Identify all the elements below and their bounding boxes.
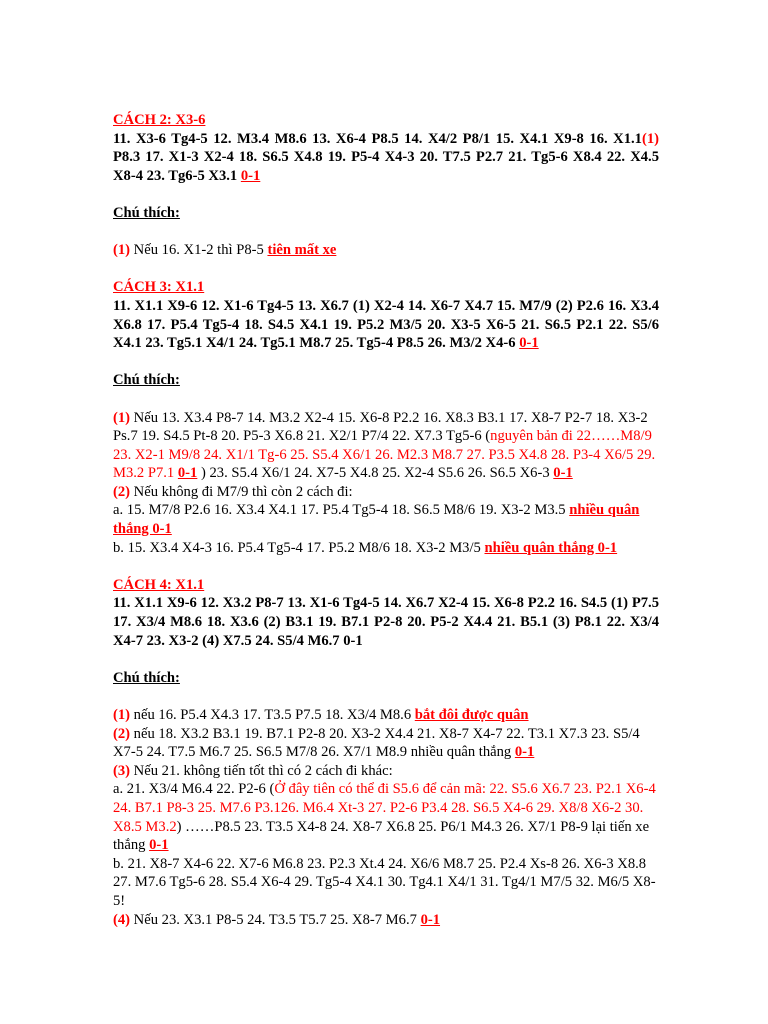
note-cach-4-3a (113, 780, 659, 854)
result-marker: 0-1 (149, 837, 169, 854)
note-text: Nếu 23. X3.1 P8-5 24. T3.5 T5.7 25. X8-7 M6.7 (130, 911, 421, 928)
note-number: (4) (113, 911, 131, 928)
result-marker: 0-1 (240, 167, 261, 184)
note-text: Nếu 13. X3.4 P8-7 14. M3.2 X2-4 15. X6-8 P2.2 16. X8.3 B3.1 17. X8-7 P2-7 18. X3-2 Ps.7 19. S4.5 Pt-8 20. P5-3 X6.8 21. X2/1 P7/4 22. X7.3 Tg5-6 ( (113, 409, 648, 445)
note-cach-3-2 (113, 483, 659, 502)
note-text: a. 15. M7/8 P2.6 16. X3.4 X4.1 17. P5.4 Tg5-4 18. S6.5 M8/6 19. X3-2 M3.5 (113, 502, 570, 519)
note-cach-3-1 (113, 409, 659, 483)
result-marker: 0-1 (514, 744, 535, 761)
note-text: a. 21. X3/4 M6.4 22. P2-6 ( (113, 781, 275, 798)
moves-cach-3 (113, 297, 659, 353)
note-cach-4-4 (113, 911, 659, 930)
section-heading-cach-3: CÁCH 3: X1.1 (113, 279, 205, 296)
note-number: (3) (113, 762, 131, 779)
result-marker: 0-1 (420, 911, 441, 928)
note-number: (2) (113, 483, 131, 500)
moves-text: 11. X3-6 Tg4-5 12. M3.4 M8.6 13. X6-4 P8.5 14. X4/2 P8/1 15. X4.1 X9-8 16. X1.1 (113, 130, 642, 147)
note-text: Nếu 16. X1-2 thì P8-5 (130, 242, 268, 259)
note-cach-4-3 (113, 762, 659, 781)
document-body (113, 111, 659, 929)
note-text: ) 23. S5.4 X6/1 24. X7-5 X4.8 25. X2-4 S5.6 26. S6.5 X6-3 (197, 465, 554, 482)
result-marker: 0-1 (553, 465, 573, 482)
note-number: (1) (113, 242, 131, 259)
moves-text: P8.3 17. X1-3 X2-4 18. S6.5 X4.8 19. P5-4 X4-3 20. T7.5 P2.7 21. Tg5-6 X8.4 22. X4.5 X8-4 23. Tg6-5 X3.1 (113, 149, 659, 184)
notes-title-cach-4: Chú thích: (113, 669, 180, 686)
moves-cach-2 (113, 130, 659, 186)
note-text: nếu 18. X3.2 B3.1 19. B7.1 P2-8 20. X3-2 X4.4 21. X8-7 X4-7 22. T3.1 X7.3 23. S5/4 X7-5 24. T7.5 M6.7 25. S6.5 M7/8 26. X7/1 M8.9 nhiều quân thắng (113, 725, 640, 761)
note-alt-line: nguyên bản đi 22……M8/9 23. X2-1 M9/8 24. X1/1 Tg-6 25. S5.4 X6/1 26. M2.3 M8.7 27. P3.5 X4.8 28. P3-4 X6/5 29. M3.2 P7.1 (113, 428, 656, 482)
note-number: (2) (113, 725, 131, 742)
notes-title-cach-2: Chú thích: (113, 204, 180, 221)
note-number: (1) (113, 707, 131, 723)
note-text: Nếu 21. không tiến tốt thì có 2 cách đi khác: (130, 762, 393, 779)
result-marker: bắt đôi được quân (414, 707, 529, 723)
result-marker: nhiều quân thắng 0-1 (484, 539, 618, 556)
note-cach-4-1 (113, 706, 659, 725)
moves-cach-4: 11. X1.1 X9-6 12. X3.2 P8-7 13. X1-6 Tg4-5 14. X6.7 X2-4 15. X6-8 P2.2 16. S4.5 (1) P7.5 17. X3/4 M8.6 18. X3.6 (2) B3.1 19. B7.1 P2-8 20. P5-2 X4.4 21. B5.1 (3) P8.1 22. X3/4 X4-7 23. X3-2 (4) X7.5 24. S5/4 M6.7 0-1 (113, 595, 659, 649)
note-text: nếu 16. P5.4 X4.3 17. T3.5 P7.5 18. X3/4 M8.6 (130, 707, 415, 723)
note-cach-3-2b (113, 539, 659, 558)
note-cach-4-2 (113, 725, 659, 762)
note-alt-line: Ở đây tiên có thể đi S5.6 để cản mã: 22. S5.6 X6.7 23. P2.1 X6-4 24. B7.1 P8-3 25. M7.6 P3.126. M6.4 Xt-3 27. P2-6 P3.4 28. S6.5 X4-6 29. X8/8 X6-2 30. X8.5 M3.2 (113, 781, 656, 835)
note-text: Nếu không đi M7/9 thì còn 2 cách đi: (130, 483, 353, 500)
result-marker: 0-1 (177, 465, 198, 482)
note-number: (1) (113, 409, 131, 426)
result-marker: 0-1 (519, 335, 539, 352)
note-text: b. 15. X3.4 X4-3 16. P5.4 Tg5-4 17. P5.2 M8/6 18. X3-2 M3/5 (113, 539, 485, 556)
notes-title-cach-3: Chú thích: (113, 372, 180, 389)
note-cach-4-3b: b. 21. X8-7 X4-6 22. X7-6 M6.8 23. P2.3 Xt.4 24. X6/6 M8.7 25. P2.4 Xs-8 26. X6-3 X8.8 27. M7.6 Tg5-6 28. S5.4 X6-4 29. Tg5-4 X4.1 30. Tg4.1 X4/1 31. Tg4/1 M7/5 32. M6/5 X8-5! (113, 855, 656, 909)
note-cach-2-1 (113, 241, 659, 260)
result-marker: nhiều quân thắng 0-1 (113, 502, 640, 538)
section-heading-cach-2: CÁCH 2: X3-6 (113, 112, 206, 128)
note-text: ) ……P8.5 23. T3.5 X4-8 24. X8-7 X6.8 25. P6/1 M4.3 26. X7/1 P8-9 lại tiến xe thắng (113, 818, 650, 854)
section-heading-cach-4: CÁCH 4: X1.1 (113, 576, 205, 593)
note-ref-1: (1) (641, 130, 659, 147)
result-marker: tiên mất xe (267, 242, 337, 259)
note-cach-3-2a (113, 501, 659, 538)
moves-text: 11. X1.1 X9-6 12. X1-6 Tg4-5 13. X6.7 (1) X2-4 14. X6-7 X4.7 15. M7/9 (2) P2.6 16. X3.4 X6.8 17. P5.4 Tg5-4 18. S4.5 X4.1 19. P5.2 M3/5 20. X3-5 X6-5 21. S6.5 P2.1 22. S5/6 X4.1 23. Tg5.1 X4/1 24. Tg5.1 M8.7 25. Tg5-4 P8.5 26. M3/2 X4-6 (113, 297, 659, 352)
